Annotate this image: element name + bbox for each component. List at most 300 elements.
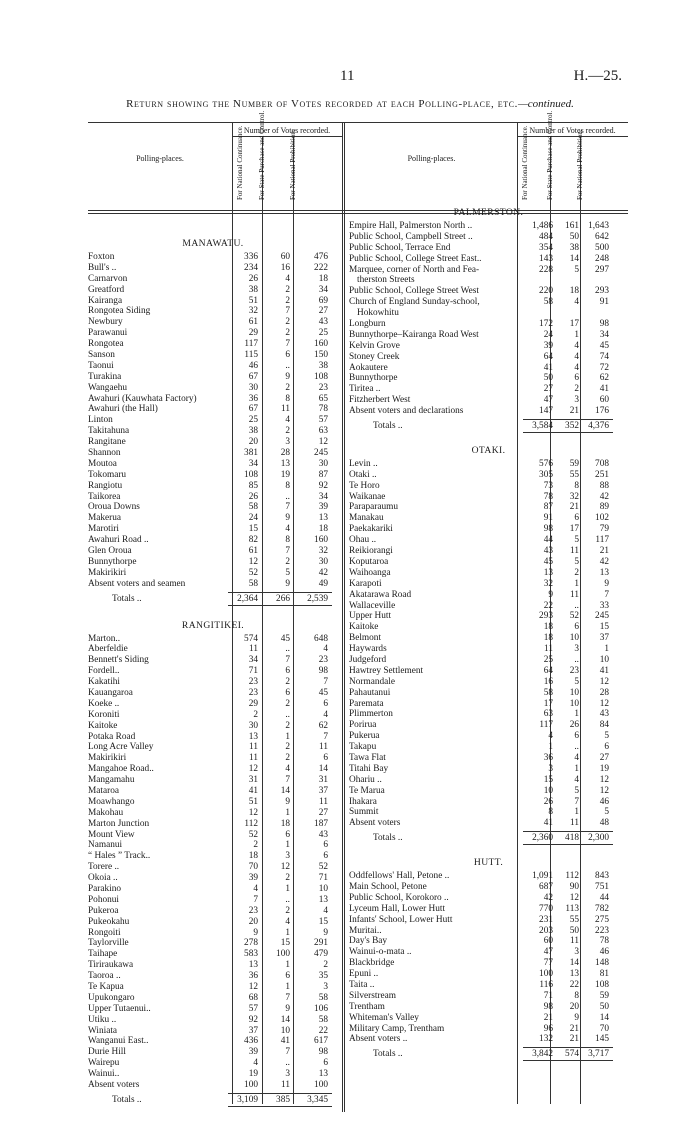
table-row	[349, 980, 628, 991]
polling-place-name: Aberfeldie	[88, 644, 128, 655]
state-votes: 7	[285, 775, 290, 786]
polling-place-name: Kaitoke	[88, 720, 118, 731]
table-row	[349, 915, 628, 926]
state-votes: 6	[285, 687, 290, 698]
prohibition-votes: 78	[599, 936, 609, 947]
polling-place-name: Karapoti	[349, 578, 382, 589]
prohibition-votes: 245	[314, 448, 328, 459]
polling-place-name: Bennett's Siding	[88, 655, 149, 666]
polling-place-name: Marotiri	[88, 524, 119, 535]
table-row	[88, 1036, 338, 1047]
table-row	[349, 775, 628, 786]
continuance-votes: 18	[543, 633, 553, 644]
state-votes: 18	[569, 286, 579, 297]
prohibition-votes: 106	[314, 1003, 328, 1014]
polling-place-name: Waikanae	[349, 491, 386, 502]
table-row	[349, 568, 628, 579]
polling-place-name: Absent voters and declarations	[349, 406, 464, 417]
continuance-votes: 43	[543, 546, 553, 557]
continuance-votes: 64	[543, 351, 553, 362]
polling-place-name: Marton..	[88, 633, 121, 644]
prohibition-votes: 291	[314, 938, 328, 949]
polling-place-name: Hokowhitu	[357, 308, 399, 319]
totals-row	[88, 594, 338, 605]
table-row	[349, 579, 628, 590]
prohibition-votes: 30	[318, 556, 328, 567]
prohibition-votes: 18	[318, 273, 328, 284]
polling-place-name: Infants' School, Lower Hutt	[349, 914, 453, 925]
table-row	[349, 655, 628, 666]
continuance-votes: 25	[543, 654, 553, 665]
state-votes: ..	[285, 491, 290, 502]
table-row	[88, 862, 338, 873]
table-row	[349, 904, 628, 915]
table-row	[349, 720, 628, 731]
continuance-votes: 100	[244, 1080, 258, 1091]
polling-place-name: Judgeford	[349, 654, 387, 665]
continuance-votes: 12	[248, 807, 258, 818]
state-votes: 1	[285, 731, 290, 742]
col-continuance-heading: For National Continuance.	[236, 125, 244, 200]
prohibition-votes: 43	[318, 317, 328, 328]
polling-place-name: Tokomaru	[88, 469, 127, 480]
continuance-votes: 36	[543, 752, 553, 763]
state-votes: 10	[569, 687, 579, 698]
polling-places-heading-right: Polling-places.	[407, 154, 456, 163]
prohibition-votes: 708	[595, 458, 609, 469]
state-votes: 15	[280, 938, 290, 949]
polling-place-name: Paraparaumu	[349, 502, 399, 513]
continuance-votes: 31	[248, 775, 258, 786]
continuance-votes: 73	[543, 480, 553, 491]
polling-place-name: therston Streets	[357, 275, 415, 286]
prohibition-votes: 145	[595, 1034, 609, 1045]
polling-place-name: Haywards	[349, 644, 387, 655]
continuance-votes: 60	[543, 936, 553, 947]
state-votes: 21	[569, 406, 579, 417]
votes-recorded-heading: Number of Votes recorded.	[243, 126, 331, 135]
continuance-votes: 11	[249, 644, 258, 655]
table-row	[88, 753, 338, 764]
table-row	[349, 502, 628, 513]
state-votes: 1	[285, 807, 290, 818]
table-row	[88, 917, 338, 928]
prohibition-votes: 91	[599, 297, 609, 308]
prohibition-votes: 9	[604, 578, 609, 589]
prohibition-votes: 500	[595, 242, 609, 253]
polling-place-name: Moutoa	[88, 458, 117, 469]
table-row	[349, 622, 628, 633]
state-votes: 14	[280, 785, 290, 796]
polling-place-name: Turakina	[88, 371, 122, 382]
state-votes: 1	[574, 763, 579, 774]
table-row	[349, 936, 628, 947]
table-row	[88, 557, 338, 568]
state-votes: 113	[565, 903, 579, 914]
state-votes: 5	[285, 567, 290, 578]
prohibition-votes: 43	[318, 829, 328, 840]
table-row	[349, 731, 628, 742]
state-votes: 3	[285, 1069, 290, 1080]
polling-place-name: Torere ..	[88, 862, 120, 873]
table-row	[349, 308, 628, 319]
table-row	[349, 969, 628, 980]
table-row	[349, 818, 628, 829]
state-votes: 41	[280, 1036, 290, 1047]
prohibition-votes: 5	[604, 807, 609, 818]
prohibition-votes: 1	[604, 644, 609, 655]
polling-place-name: Parawanui	[88, 328, 128, 339]
polling-place-name: Public School, Campbell Street ..	[349, 231, 473, 242]
continuance-votes: 58	[248, 502, 258, 513]
prohibition-votes: 46	[599, 947, 609, 958]
table-row	[349, 243, 628, 254]
continuance-votes: 41	[543, 362, 553, 373]
polling-place-name: Winiata	[88, 1025, 118, 1036]
state-votes: 14	[280, 1014, 290, 1025]
prohibition-votes: 251	[595, 469, 609, 480]
totals-row	[349, 421, 628, 432]
polling-place-name: Aokautere	[349, 362, 388, 373]
state-votes: ..	[285, 894, 290, 905]
continuance-votes: 12	[248, 556, 258, 567]
continuance-votes: 278	[244, 938, 258, 949]
prohibition-votes: 245	[595, 611, 609, 622]
table-row	[88, 710, 338, 721]
prohibition-votes: 37	[599, 633, 609, 644]
polling-place-name: Fordell..	[88, 666, 120, 677]
table-row	[88, 949, 338, 960]
prohibition-votes: 187	[314, 818, 328, 829]
polling-place-name: Utiku ..	[88, 1014, 117, 1025]
continuance-votes: 41	[248, 785, 258, 796]
state-votes: ..	[285, 360, 290, 371]
continuance-votes: 20	[248, 916, 258, 927]
table-row	[88, 459, 338, 470]
polling-place-name: Awahuri (Kauwhata Factory)	[88, 393, 197, 404]
state-votes: 1	[285, 927, 290, 938]
state-votes: 7	[285, 992, 290, 1003]
continuance-votes: 39	[248, 873, 258, 884]
prohibition-votes: 11	[319, 742, 328, 753]
polling-place-name: Marquee, corner of North and Fea-	[349, 264, 480, 275]
continuance-votes: 15	[543, 774, 553, 785]
state-votes: 6	[285, 350, 290, 361]
state-votes: 6	[574, 513, 579, 524]
state-votes: 21	[569, 1023, 579, 1034]
polling-place-name: Te Marua	[349, 785, 385, 796]
polling-place-name: Bunnythorpe	[349, 373, 398, 384]
polling-place-name: Manakau	[349, 513, 384, 524]
table-row	[88, 851, 338, 862]
prohibition-votes: 108	[314, 371, 328, 382]
state-votes: 8	[574, 990, 579, 1001]
polling-place-name: Rongotea	[88, 339, 124, 350]
table-row	[349, 1034, 628, 1045]
prohibition-votes: 479	[314, 949, 328, 960]
continuance-votes: 11	[249, 753, 258, 764]
polling-place-name: Public School, Korokoro ..	[349, 892, 449, 903]
table-row	[88, 481, 338, 492]
table-row	[349, 352, 628, 363]
state-votes: 38	[569, 242, 579, 253]
state-votes: 100	[276, 949, 290, 960]
prohibition-votes: 843	[595, 871, 609, 882]
totals-value: 2,300	[588, 833, 609, 844]
table-row	[88, 252, 338, 263]
polling-place-name: Makirikiri	[88, 567, 127, 578]
continuance-votes: 231	[539, 914, 553, 925]
continuance-votes: 57	[248, 1003, 258, 1014]
polling-place-name: Pukeroa	[88, 905, 119, 916]
prohibition-votes: 648	[314, 633, 328, 644]
continuance-votes: 12	[248, 982, 258, 992]
continuance-votes: 39	[543, 340, 553, 351]
continuance-votes: 576	[539, 458, 553, 469]
continuance-votes: 18	[543, 622, 553, 633]
polling-place-name: Pukerua	[349, 731, 380, 742]
totals-rule	[523, 831, 613, 832]
table-row	[349, 384, 628, 395]
totals-row	[88, 1095, 338, 1106]
state-votes: 13	[280, 458, 290, 469]
table-row	[349, 1024, 628, 1035]
continuance-votes: 52	[248, 567, 258, 578]
prohibition-votes: 248	[595, 253, 609, 264]
table-row	[349, 513, 628, 524]
state-votes: 3	[285, 437, 290, 448]
continuance-votes: 2	[253, 709, 258, 720]
state-votes: 11	[570, 936, 579, 947]
continuance-votes: 58	[543, 687, 553, 698]
totals-value: 352	[565, 421, 579, 432]
prohibition-votes: 21	[599, 546, 609, 557]
polling-place-name: Durie Hill	[88, 1047, 126, 1058]
continuance-votes: 64	[543, 665, 553, 676]
prohibition-votes: 49	[318, 578, 328, 589]
state-votes: 2	[285, 284, 290, 295]
state-votes: 6	[285, 666, 290, 677]
table-row	[349, 991, 628, 1002]
table-row	[88, 437, 338, 448]
continuance-votes: 354	[539, 242, 553, 253]
polling-place-name: Oroua Downs	[88, 502, 140, 513]
prohibition-votes: 12	[599, 774, 609, 785]
state-votes: 2	[285, 556, 290, 567]
polling-place-name: Makerua	[88, 513, 122, 524]
continuance-votes: 34	[248, 458, 258, 469]
continuance-votes: 9	[548, 589, 553, 600]
state-votes: 17	[569, 319, 579, 330]
continuance-votes: 96	[543, 1023, 553, 1034]
prohibition-votes: 617	[314, 1036, 328, 1047]
prohibition-votes: 87	[318, 469, 328, 480]
continuance-votes: 70	[248, 862, 258, 873]
continuance-votes: 305	[539, 469, 553, 480]
prohibition-votes: 31	[318, 775, 328, 786]
polling-place-name: Whiteman's Valley	[349, 1012, 419, 1023]
table-row	[88, 1058, 338, 1069]
table-row	[88, 285, 338, 296]
table-row	[88, 470, 338, 481]
table-row	[349, 1002, 628, 1013]
table-row	[88, 764, 338, 775]
table-row	[88, 634, 338, 645]
continuance-votes: 1,091	[532, 871, 553, 882]
col-state-heading-right: For State Purchase and Control.	[546, 110, 554, 200]
prohibition-votes: 148	[595, 958, 609, 969]
polling-place-name: Rangitane	[88, 437, 126, 448]
polling-place-name: Pahautanui	[349, 687, 391, 698]
polling-place-name: Taikorea	[88, 491, 121, 502]
continuance-votes: 15	[248, 524, 258, 535]
table-row	[88, 306, 338, 317]
prohibition-votes: 293	[595, 286, 609, 297]
continuance-votes: 115	[244, 350, 258, 361]
polling-place-name: Takitahuna	[88, 426, 130, 437]
state-votes: 2	[574, 384, 579, 395]
prohibition-votes: 642	[595, 231, 609, 242]
state-votes: 10	[569, 633, 579, 644]
totals-row	[349, 1049, 628, 1060]
totals-value: 2,539	[307, 593, 328, 604]
state-votes: 4	[574, 351, 579, 362]
continuance-votes: 68	[248, 992, 258, 1003]
continuance-votes: 16	[543, 676, 553, 687]
center-divider	[342, 122, 345, 1112]
table-row	[88, 317, 338, 328]
continuance-votes: 23	[248, 905, 258, 916]
table-row	[88, 535, 338, 546]
col-prohibition-heading-right: For National Prohibition.	[576, 129, 584, 200]
polling-place-name: Te Kapua	[88, 982, 124, 992]
polling-place-name: Ohau ..	[349, 535, 377, 546]
totals-rule	[228, 592, 332, 593]
continuance-votes: 484	[539, 231, 553, 242]
polling-place-name: Wairepu	[88, 1058, 120, 1069]
polling-place-name: Moawhango	[88, 796, 135, 807]
state-votes: 18	[280, 818, 290, 829]
continuance-votes: 117	[539, 720, 553, 731]
state-votes: ..	[285, 644, 290, 655]
prohibition-votes: 57	[318, 415, 328, 426]
col-prohibition-heading: For National Prohibition.	[289, 129, 297, 200]
polling-place-name: Fitzherbert West	[349, 395, 411, 406]
state-votes: 1	[285, 982, 290, 992]
continuance-votes: 293	[539, 611, 553, 622]
totals-rule	[228, 605, 332, 606]
polling-place-name: Otaki ..	[349, 469, 377, 480]
state-votes: 50	[569, 231, 579, 242]
prohibition-votes: 10	[599, 654, 609, 665]
polling-place-name: Makirikiri	[88, 753, 127, 764]
continuance-votes: 19	[248, 1069, 258, 1080]
totals-value: 385	[276, 1094, 290, 1105]
prohibition-votes: 92	[318, 480, 328, 491]
table-row	[88, 1080, 338, 1091]
table-row	[349, 406, 628, 417]
state-votes: 32	[569, 491, 579, 502]
state-votes: 6	[285, 829, 290, 840]
totals-label: Totals ..	[373, 421, 403, 432]
table-row	[88, 383, 338, 394]
state-votes: 10	[569, 698, 579, 709]
continuance-votes: 45	[543, 556, 553, 567]
state-votes: 4	[285, 524, 290, 535]
state-votes: ..	[574, 742, 579, 753]
polling-place-name: Reikiorangi	[349, 546, 393, 557]
prohibition-votes: 7	[604, 589, 609, 600]
state-votes: 5	[574, 556, 579, 567]
polling-place-name: Long Acre Valley	[88, 742, 154, 753]
continuance-votes: 172	[539, 319, 553, 330]
prohibition-votes: 12	[318, 437, 328, 448]
table-row	[88, 415, 338, 426]
prohibition-votes: 12	[599, 785, 609, 796]
prohibition-votes: 19	[599, 763, 609, 774]
prohibition-votes: 81	[599, 969, 609, 980]
table-row	[88, 328, 338, 339]
continuance-votes: 67	[248, 404, 258, 415]
state-votes: 9	[285, 1003, 290, 1014]
totals-value: 266	[276, 593, 290, 604]
prohibition-votes: 89	[599, 502, 609, 513]
table-row	[88, 873, 338, 884]
prohibition-votes: 84	[599, 720, 609, 731]
prohibition-votes: 7	[323, 731, 328, 742]
title-main: Return showing the Number of Votes recorded at each Polling-place, etc.	[126, 98, 519, 110]
state-votes: 7	[285, 546, 290, 557]
prohibition-votes: 6	[604, 742, 609, 753]
polling-place-name: Tiriraukawa	[88, 960, 134, 971]
polling-place-name: Koeke ..	[88, 698, 120, 709]
continuance-votes: 220	[539, 286, 553, 297]
table-row	[349, 633, 628, 644]
prohibition-votes: 102	[595, 513, 609, 524]
table-row	[88, 524, 338, 535]
table-row	[88, 274, 338, 285]
state-votes: 4	[574, 362, 579, 373]
state-votes: 1	[574, 329, 579, 340]
table-row	[349, 459, 628, 470]
state-votes: 2	[285, 720, 290, 731]
state-votes: 4	[574, 752, 579, 763]
polling-place-name: Kairanga	[88, 295, 123, 306]
prohibition-votes: 223	[595, 925, 609, 936]
table-row	[88, 394, 338, 405]
table-row	[349, 611, 628, 622]
state-votes: ..	[285, 1058, 290, 1069]
state-votes: 19	[280, 469, 290, 480]
state-votes: 12	[280, 862, 290, 873]
left-panel	[88, 239, 338, 1106]
prohibition-votes: 6	[323, 698, 328, 709]
polling-place-name: Ihakara	[349, 796, 377, 807]
table-row	[349, 644, 628, 655]
polling-place-name: Waihoanga	[349, 567, 391, 578]
polling-place-name: Levin ..	[349, 458, 378, 469]
continuance-votes: 3	[548, 763, 553, 774]
prohibition-votes: 69	[318, 295, 328, 306]
polling-place-name: Kelvin Grove	[349, 340, 400, 351]
prohibition-votes: 30	[318, 458, 328, 469]
table-row	[88, 677, 338, 688]
prohibition-votes: 4	[323, 644, 328, 655]
state-votes: 161	[565, 221, 579, 231]
prohibition-votes: 38	[318, 360, 328, 371]
prohibition-votes: 100	[314, 1080, 328, 1091]
continuance-votes: 26	[248, 491, 258, 502]
